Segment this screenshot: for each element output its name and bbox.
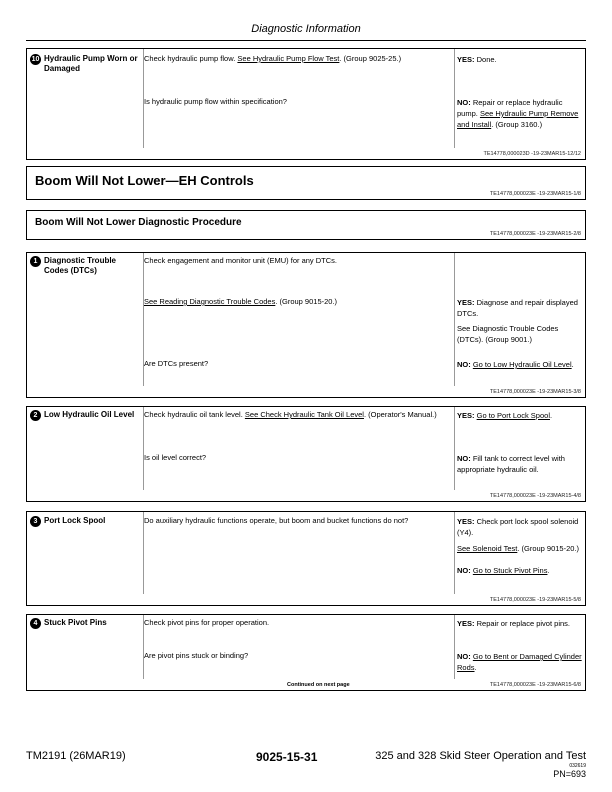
col-divider [454, 49, 455, 148]
step-title: 2 Low Hydraulic Oil Level [30, 410, 144, 421]
section-title: Boom Will Not Lower—EH Controls [35, 173, 254, 188]
continued-note: Continued on next page [287, 682, 350, 688]
footer-date: 032619 [569, 763, 586, 769]
ref-code: TE14778,000023D -19-23MAR15-12/12 [483, 151, 581, 157]
check-text: Check hydraulic pump flow. See Hydraulic Pump Flow Test. (Group 9025-25.) [144, 54, 402, 63]
link-reading-dtcs[interactable]: See Reading Diagnostic Trouble Codes [144, 297, 276, 306]
step-number-icon: 4 [30, 618, 41, 629]
step-number-icon: 3 [30, 516, 41, 527]
step-title: 1 Diagnostic Trouble Codes (DTCs) [30, 256, 144, 276]
col-divider [454, 253, 455, 386]
yes-result: YES: Check port lock spool solenoid (Y4). [457, 517, 579, 537]
link-solenoid-test[interactable]: See Solenoid Test [457, 544, 518, 553]
section-heading-box [26, 166, 586, 200]
col-divider [454, 407, 455, 490]
footer-manual-id: TM2191 (26MAR19) [26, 750, 126, 762]
no-result: NO: Fill tank to correct level with appropriate hydraulic oil. [457, 454, 565, 474]
step-number-icon: 1 [30, 256, 41, 267]
yes-result: YES: Done. [457, 55, 497, 64]
ref-code: TE14778,000023E -19-23MAR15-4/8 [489, 493, 581, 499]
no-result: NO: Go to Low Hydraulic Oil Level. [457, 360, 574, 369]
step-10-box [26, 48, 586, 160]
col-divider [454, 615, 455, 679]
step-1-box [26, 252, 586, 398]
footer-pn: PN=693 [553, 769, 586, 779]
question-text: Are pivot pins stuck or binding? [144, 651, 249, 660]
step-2-box [26, 406, 586, 502]
question-text: Do auxiliary hydraulic functions operate, but boom and bucket functions do not? [144, 516, 409, 525]
step-3-box [26, 511, 586, 606]
link-tank-oil-level[interactable]: See Check Hydraulic Tank Oil Level [244, 410, 364, 419]
check-text: See Reading Diagnostic Trouble Codes. (Group 9015-20.) [144, 297, 338, 306]
question-text: Is hydraulic pump flow within specification? [144, 97, 287, 106]
footer-book-title: 325 and 328 Skid Steer Operation and Test [375, 750, 586, 762]
step-4-box [26, 614, 586, 691]
procedure-heading-box [26, 210, 586, 240]
see-dtcs: See Diagnostic Trouble Codes (DTCs). (Group 9001.) [457, 324, 559, 344]
link-pump-remove[interactable]: See Hydraulic Pump Remove and Install [457, 109, 579, 129]
link-low-oil-level[interactable]: Go to Low Hydraulic Oil Level [472, 360, 572, 369]
see-solenoid-test: See Solenoid Test. (Group 9015-20.) [457, 544, 580, 553]
no-result: NO: Go to Bent or Damaged Cylinder Rods. [457, 652, 582, 672]
header-title: Diagnostic Information [251, 23, 361, 35]
ref-code: TE14778,000023E -19-23MAR15-2/8 [489, 231, 581, 237]
ref-code: TE14778,000023E -19-23MAR15-6/8 [489, 682, 581, 688]
yes-result: YES: Repair or replace pivot pins. [457, 619, 570, 628]
step-number-icon: 2 [30, 410, 41, 421]
question-text: Are DTCs present? [144, 359, 209, 368]
link-bent-cylinder-rods[interactable]: Go to Bent or Damaged Cylinder Rods [457, 652, 582, 672]
ref-code: TE14778,000023E -19-23MAR15-5/8 [489, 597, 581, 603]
step-number-icon: 10 [31, 56, 40, 63]
check-text: Check pivot pins for proper operation. [144, 618, 270, 627]
page-header [26, 18, 586, 41]
step-title: 3 Port Lock Spool [30, 516, 144, 527]
link-stuck-pivot-pins[interactable]: Go to Stuck Pivot Pins [472, 566, 548, 575]
link-port-lock-spool[interactable]: Go to Port Lock Spool [476, 411, 550, 420]
ref-code: TE14778,000023E -19-23MAR15-1/8 [489, 191, 581, 197]
no-result: NO: Repair or replace hydraulic pump. See Hydraulic Pump Remove and Install. (Group 3160.) [457, 98, 579, 129]
link-pump-flow-test[interactable]: See Hydraulic Pump Flow Test [237, 54, 340, 63]
yes-result: YES: Diagnose and repair displayed DTCs. [457, 298, 578, 318]
col-divider [454, 512, 455, 594]
procedure-title: Boom Will Not Lower Diagnostic Procedure [35, 217, 242, 228]
step-title: 10 Hydraulic Pump Worn or Damaged [31, 54, 138, 73]
question-text: Is oil level correct? [144, 453, 207, 462]
footer-page-number: 9025-15-31 [256, 750, 318, 764]
check-text: Check hydraulic oil tank level. See Check Hydraulic Tank Oil Level. (Operator's Manual.) [144, 410, 437, 419]
yes-result: YES: Go to Port Lock Spool. [457, 411, 553, 420]
step-title: 4 Stuck Pivot Pins [30, 618, 144, 629]
check-text: Check engagement and monitor unit (EMU) for any DTCs. [144, 256, 337, 265]
ref-code: TE14778,000023E -19-23MAR15-3/8 [489, 389, 581, 395]
no-result: NO: Go to Stuck Pivot Pins. [457, 566, 550, 575]
